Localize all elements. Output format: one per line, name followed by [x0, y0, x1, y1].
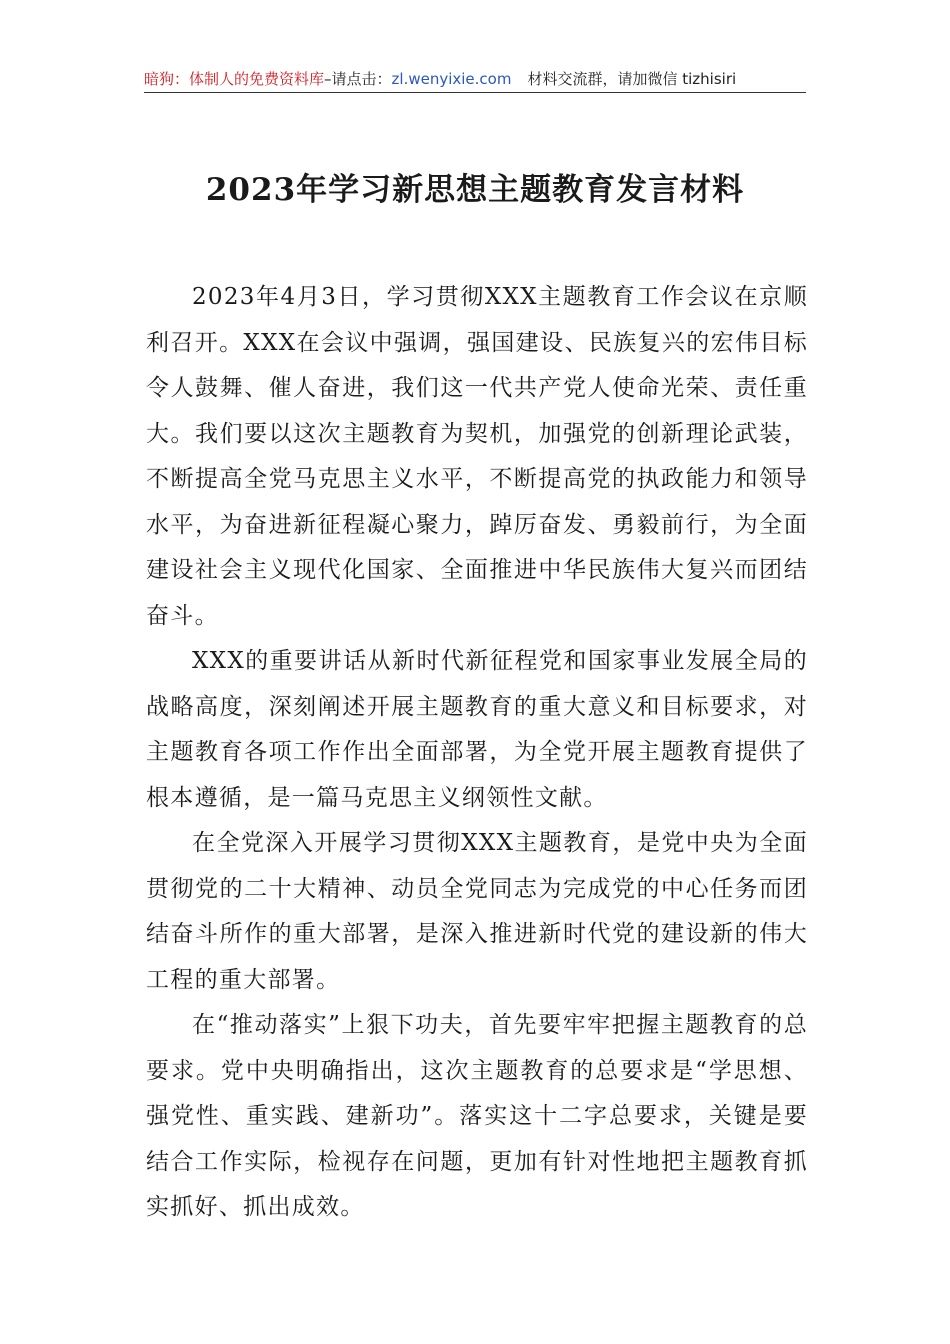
header-url-link[interactable]: zl.wenyixie.com [391, 70, 512, 88]
body-paragraph-4: 在“推动落实”上狠下功夫，首先要牢牢把握主题教育的总要求。党中央明确指出，这次主题教育的总要求是“学思想、强党性、重实践、建新功”。落实这十二字总要求，关键是要结合工作实际，检视存在问题，更加有针对性地把主题教育抓实抓好、抓出成效。 [146, 1012, 808, 1220]
document-title: 2023年学习新思想主题教育发言材料 [205, 172, 745, 208]
body-paragraph-2: XXX的重要讲话从新时代新征程党和国家事业发展全局的战略高度，深刻阐述开展主题教育的重大意义和目标要求，对主题教育各项工作作出全面部署，为全党开展主题教育提供了根本遵循，是一篇马克思主义纲领性文献。 [146, 648, 808, 811]
document-body [146, 275, 808, 1231]
body-paragraph-1: 2023年4月3日，学习贯彻XXX主题教育工作会议在京顺利召开。XXX在会议中强调，强国建设、民族复兴的宏伟目标令人鼓舞、催人奋进，我们这一代共产党人使命光荣、责任重大。我们要以这次主题教育为契机，加强党的创新理论武装，不断提高全党马克思主义水平，不断提高党的执政能力和领导水平，为奋进新征程凝心聚力，踔厉奋发、勇毅前行，为全面建设社会主义现代化国家、全面推进中华民族伟大复兴而团结奋斗。 [146, 284, 808, 629]
page-header [144, 66, 806, 93]
header-brand: 暗狗：体制人的免费资料库 [144, 70, 325, 88]
body-paragraph-3: 在全党深入开展学习贯彻XXX主题教育，是党中央为全面贯彻党的二十大精神、动员全党同志为完成党的中心任务而团结奋斗所作的重大部署，是深入推进新时代党的建设新的伟大工程的重大部署。 [146, 830, 808, 993]
header-prompt: –请点击： [324, 70, 392, 88]
header-contact: 材料交流群，请加微信 tizhisiri [527, 70, 737, 88]
